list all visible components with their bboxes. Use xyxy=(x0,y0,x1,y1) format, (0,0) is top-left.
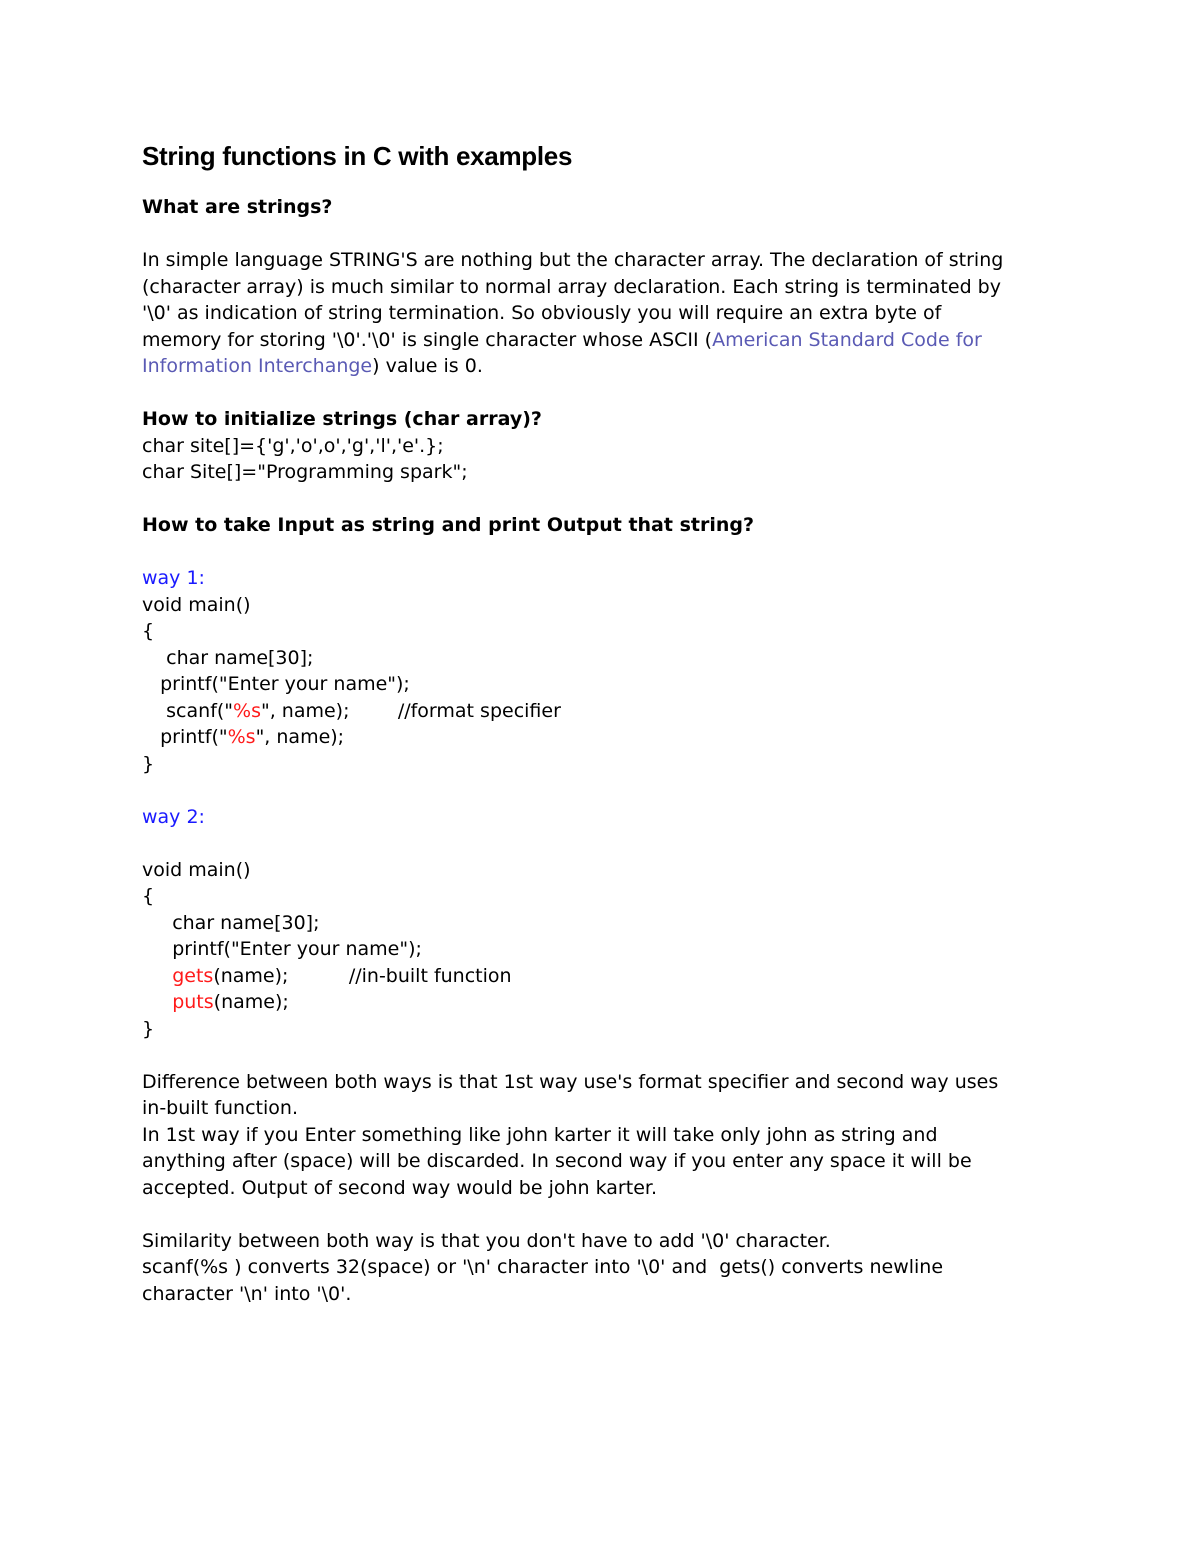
paragraph-text: ) value is 0. xyxy=(372,355,483,377)
code-line xyxy=(142,724,1062,751)
code-text: ", name); xyxy=(255,726,345,748)
code-line: printf("Enter your name"); xyxy=(142,673,410,695)
code-line: printf("Enter your name"); xyxy=(142,938,422,960)
code-line: void main() xyxy=(142,593,251,616)
paragraph-line: (character array) is much similar to normal array declaration. Each string is terminated by xyxy=(142,275,1001,298)
paragraph-line: accepted. Output of second way would be john karter. xyxy=(142,1176,657,1199)
heading-input-output: How to take Input as string and print Output that string? xyxy=(142,514,754,536)
paragraph-text: memory for storing '\0'.'\0' is single character whose ASCII ( xyxy=(142,328,713,351)
ascii-link[interactable]: Information Interchange xyxy=(142,355,373,377)
code-indent xyxy=(142,965,172,987)
way2-code-block xyxy=(142,804,1062,1043)
function-name: puts xyxy=(172,991,214,1013)
code-line: char name[30]; xyxy=(142,646,314,669)
code-line xyxy=(142,989,1062,1016)
document-page xyxy=(142,138,1062,1307)
paragraph-line: '\0' as indication of string termination. So obviously you will require an extra byte of xyxy=(142,302,942,324)
code-line: void main() xyxy=(142,858,251,881)
spacer xyxy=(142,539,1062,566)
code-line xyxy=(142,698,1062,725)
function-name: gets xyxy=(172,964,214,987)
paragraph-line: in-built function. xyxy=(142,1097,298,1119)
paragraph-line: anything after (space) will be discarded. In second way if you enter any space it will be xyxy=(142,1150,972,1172)
way1-code-block xyxy=(142,565,1062,777)
paragraph-line: Similarity between both way is that you don't have to add '\0' character. xyxy=(142,1229,831,1252)
format-specifier: %s xyxy=(233,699,261,722)
code-line xyxy=(142,963,1062,990)
paragraph-line: scanf(%s ) converts 32(space) or '\n' character into '\0' and gets() converts newline xyxy=(142,1256,944,1278)
code-line: char Site[]="Programming spark"; xyxy=(142,461,468,483)
way1-label: way 1: xyxy=(142,567,205,589)
paragraph-line: In 1st way if you Enter something like john karter it will take only john as string and xyxy=(142,1123,938,1146)
code-text: (name); xyxy=(213,991,289,1013)
page-title: String functions in C with examples xyxy=(142,141,573,171)
paragraph-line xyxy=(142,353,1062,380)
paragraph-line: Difference between both ways is that 1st way use's format specifier and second way uses xyxy=(142,1070,999,1093)
spacer xyxy=(142,486,1062,513)
difference-paragraph xyxy=(142,1069,1062,1202)
heading-initialize-strings: How to initialize strings (char array)? xyxy=(142,408,542,430)
code-line: char site[]={'g','o',o','g','l','e'.}; xyxy=(142,434,444,457)
intro-paragraph xyxy=(142,247,1062,380)
similarity-paragraph xyxy=(142,1228,1062,1308)
spacer xyxy=(142,221,1062,248)
format-specifier: %s xyxy=(227,726,256,748)
way2-label: way 2: xyxy=(142,805,205,828)
paragraph-line xyxy=(142,327,1062,354)
code-line: { xyxy=(142,885,155,907)
spacer xyxy=(142,380,1062,407)
code-line: } xyxy=(142,1017,155,1040)
code-text: ", name); //format specifier xyxy=(260,699,561,722)
code-text: printf(" xyxy=(142,726,228,748)
code-line: char name[30]; xyxy=(142,911,320,934)
code-indent xyxy=(142,991,172,1013)
ascii-link[interactable]: American Standard Code for xyxy=(712,328,982,351)
spacer xyxy=(142,1201,1062,1228)
spacer xyxy=(142,1042,1062,1069)
paragraph-line: character '\n' into '\0'. xyxy=(142,1282,352,1305)
spacer xyxy=(142,777,1062,804)
code-line: } xyxy=(142,752,155,775)
code-line: { xyxy=(142,620,155,642)
code-text: (name); //in-built function xyxy=(213,964,512,987)
paragraph-line: In simple language STRING'S are nothing but the character array. The declaration of string xyxy=(142,249,1004,271)
heading-what-are-strings: What are strings? xyxy=(142,196,333,218)
spacer xyxy=(142,830,1062,857)
code-text: scanf(" xyxy=(142,699,234,722)
